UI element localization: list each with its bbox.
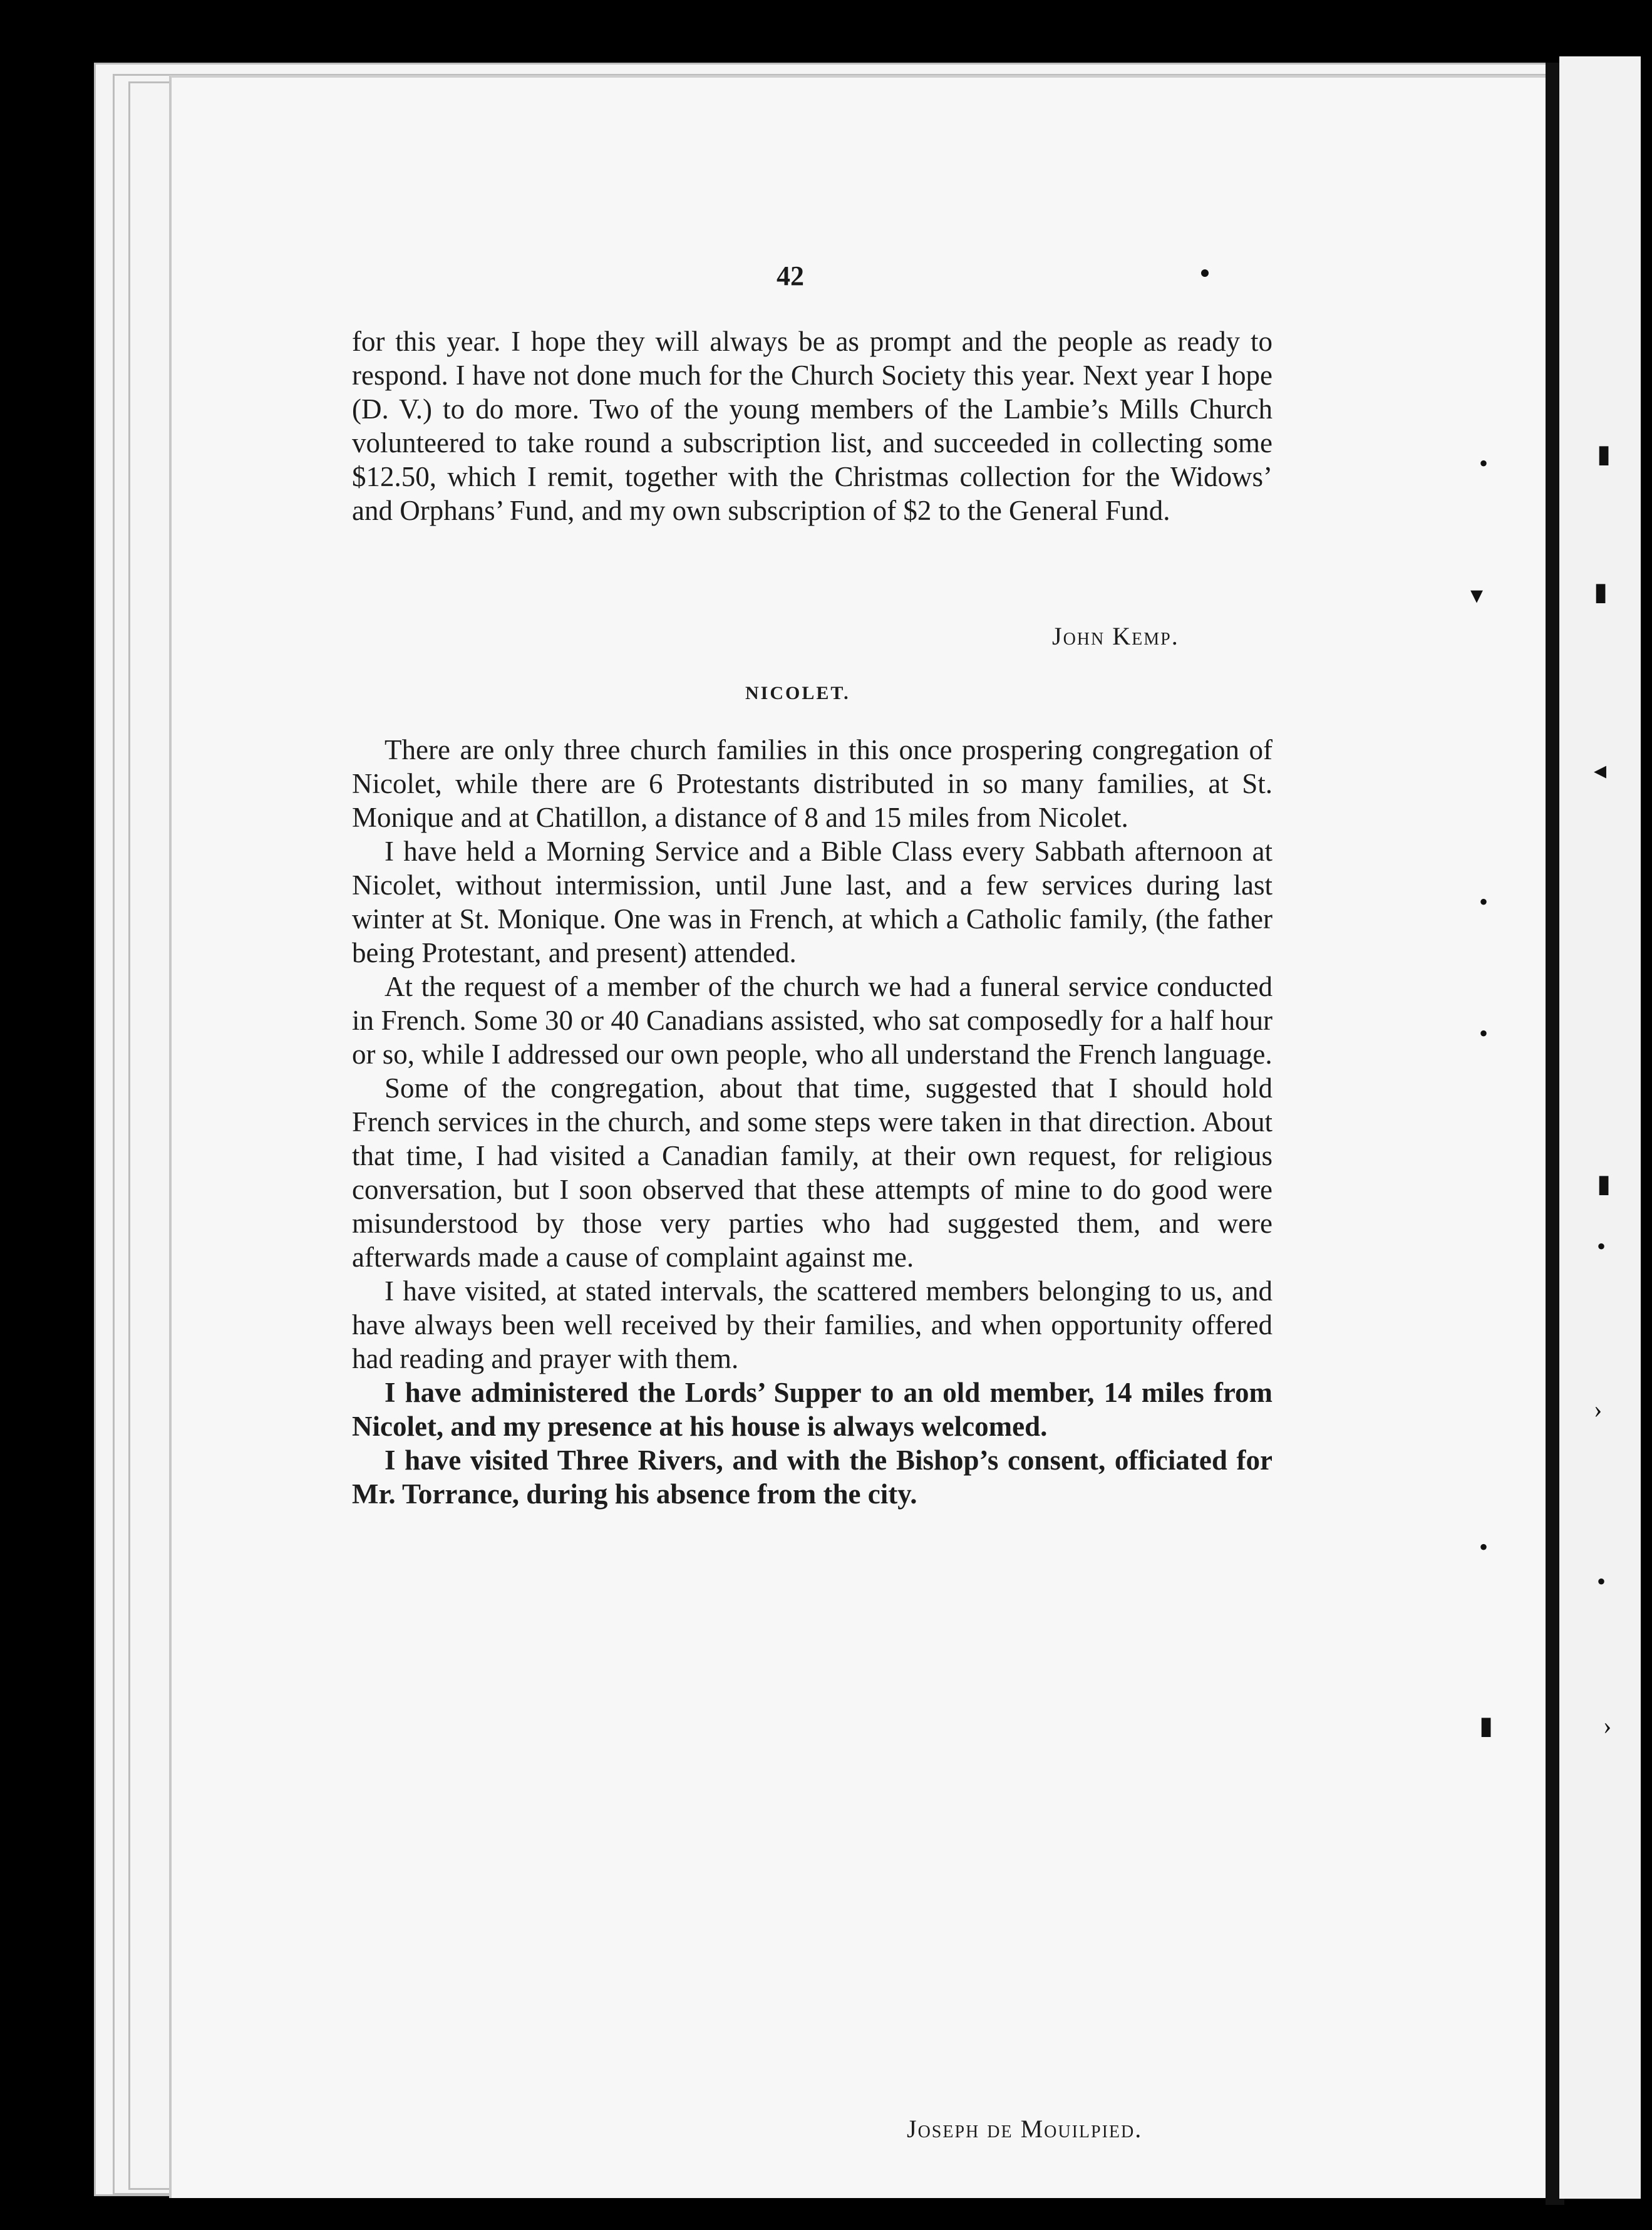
ink-speck: • <box>1479 449 1489 477</box>
nicolet-paragraph: I have visited Three Rivers, and with the Bishop’s consent, officiated for Mr. Torrance, during his absence from the city. <box>352 1444 1273 1510</box>
page-number: 42 <box>777 261 804 291</box>
ink-speck: • <box>1479 888 1489 916</box>
ink-speck: • <box>1597 1567 1606 1595</box>
nicolet-paragraph: I have administered the Lords’ Supper to an old member, 14 miles from Nicolet, and my presence at his house is always welcomed. <box>352 1377 1273 1442</box>
nicolet-paragraph: I have held a Morning Service and a Bible Class every Sabbath afternoon at Nicolet, without intermission, until June last, and a few services during last winter at St. Monique. One was in French, at which a Catholic family, (the father being Protestant, and present) attended. <box>352 836 1273 968</box>
signature-john-kemp: John Kemp. <box>1052 622 1179 650</box>
signature-joseph-de-mouilpied: Joseph de Mouilpied. <box>907 2115 1143 2143</box>
section-heading-nicolet: NICOLET. <box>745 683 850 703</box>
facing-page-edge <box>1559 56 1641 2199</box>
nicolet-paragraph: I have visited, at stated intervals, the scattered members belonging to us, and have always been well received by their families, and when opportunity offered had reading and prayer with them. <box>352 1275 1273 1374</box>
nicolet-paragraph: Some of the congregation, about that time, suggested that I should hold French services in the church, and some steps were taken in that direction. About that time, I had visited a Canadian family, at their own request, for religious conversation, but I soon observed that these attempts of mine to do good were misunderstood by those very parties who had suggested them, and were afterwards made a cause of complaint against me. <box>352 1072 1273 1273</box>
kemp-paragraph: for this year. I hope they will always be as prompt and the people as ready to respond. I have not done much for the Church Society this year. Next year I hope (D. V.) to do more. Two of the young members of the Lambie’s Mills Church volunteered to take round a subscription list, and succeeded in collecting some $12.50, which I remit, together with the Christmas collection for the Widows’ and Orphans’ Fund, and my own subscription of $2 to the General Fund. <box>352 326 1273 526</box>
nicolet-body <box>352 733 1273 1511</box>
ink-speck: • <box>1479 1533 1489 1561</box>
ink-speck: › <box>1603 1711 1612 1740</box>
printed-dot <box>1201 269 1209 277</box>
nicolet-paragraph: There are only three church families in this once prospering congregation of Nicolet, while there are 6 Protestants distributed in so many families, at St. Monique and at Chatillon, a distance of 8 and 15 miles from Nicolet. <box>352 734 1273 833</box>
ink-speck: ▮ <box>1597 440 1611 468</box>
ink-speck: › <box>1594 1395 1603 1423</box>
ink-speck: • <box>1479 1019 1489 1047</box>
ink-speck: ▮ <box>1597 1169 1611 1198</box>
nicolet-paragraph: At the request of a member of the church we had a funeral service conducted in French. Some 30 or 40 Canadians assisted, who sat composedly for a half hour or so, while I addressed our own people, who all understand the French language. <box>352 971 1273 1070</box>
ink-speck: • <box>1597 1232 1606 1260</box>
ink-speck: ▮ <box>1594 578 1608 606</box>
ink-speck: ◂ <box>1594 756 1607 784</box>
ink-speck: ▾ <box>1470 581 1484 609</box>
ink-speck: ▮ <box>1479 1711 1494 1740</box>
